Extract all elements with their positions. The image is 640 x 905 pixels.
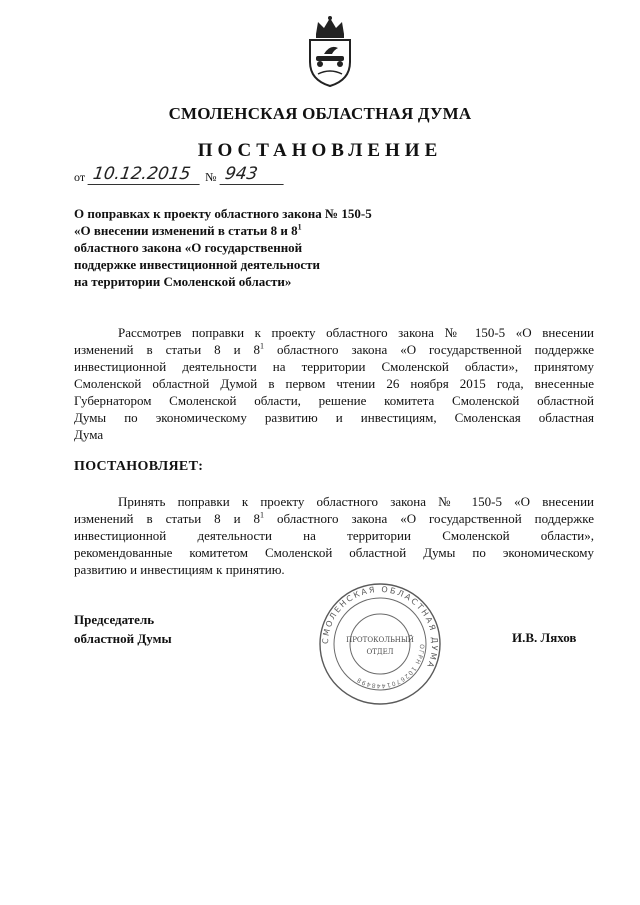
document-title bbox=[74, 205, 394, 290]
paragraph-line: инвестиционной деятельности на территории Смоленской области», bbox=[74, 528, 594, 543]
title-line: О поправках к проекту областного закона № 150-5 bbox=[74, 206, 372, 221]
document-type: ПОСТАНОВЛЕНИЕ bbox=[197, 140, 443, 161]
preamble-paragraph bbox=[74, 324, 594, 443]
title-line: поддержке инвестиционной деятельности bbox=[74, 257, 320, 272]
paragraph-line: Дума bbox=[74, 427, 104, 442]
title-line: областного закона «О государственной bbox=[74, 240, 303, 255]
position-line: Председатель bbox=[74, 612, 155, 627]
signatory-position bbox=[74, 610, 172, 648]
paragraph-line: Рассмотрев поправки к проекту областного закона № 150-5 «О внесении bbox=[118, 325, 594, 340]
position-line: областной Думы bbox=[74, 631, 172, 646]
number-label: № bbox=[205, 170, 217, 184]
paragraph-line: Принять поправки к проекту областного закона № 150-5 «О внесении bbox=[118, 494, 594, 509]
official-stamp-icon bbox=[318, 582, 442, 706]
paragraph-line: изменений в статьи 8 и $8^1$ областного закона «О государственной поддержке bbox=[74, 341, 594, 357]
paragraph-line: развитию и инвестициям к принятию. bbox=[74, 562, 285, 577]
coat-of-arms-icon bbox=[300, 14, 360, 88]
signatory-name: И.В. Ляхов bbox=[512, 630, 577, 645]
paragraph-line: Губернатором Смоленской области, решение комитета Смоленской областной bbox=[74, 393, 594, 408]
superscript: 1 bbox=[297, 222, 302, 232]
paragraph-line: инвестиционной деятельности на территории Смоленской области», принятому bbox=[74, 359, 594, 374]
paragraph-line: Думы по экономическому развитию и инвестициям, Смоленская областная bbox=[74, 410, 594, 425]
paragraph-line: Смоленской областной Думой в первом чтении 26 ноября 2015 года, внесенные bbox=[74, 376, 594, 391]
stamp-ring-text: СМОЛЕНСКАЯ ОБЛАСТНАЯ ДУМА bbox=[320, 584, 440, 671]
title-line: на территории Смоленской области» bbox=[74, 274, 292, 289]
paragraph-line: изменений в статьи 8 и $8^1$ областного закона «О государственной поддержке bbox=[74, 510, 594, 526]
handwritten-number: 943 bbox=[219, 164, 286, 185]
resolution-paragraph bbox=[74, 493, 594, 578]
paragraph-line: рекомендованные комитетом Смоленской областной Думы по экономическому bbox=[74, 545, 594, 560]
organization-name: СМОЛЕНСКАЯ ОБЛАСТНАЯ ДУМА bbox=[168, 104, 472, 123]
from-label: от bbox=[74, 170, 86, 184]
date-number-line bbox=[74, 164, 285, 185]
stamp-ogrn-text: ОГРН 1026701448498 bbox=[355, 643, 426, 690]
title-line: «О внесении изменений в статьи 8 и $8^1$ bbox=[74, 222, 302, 238]
stamp-center-line: ОТДЕЛ bbox=[366, 648, 394, 656]
handwritten-date: 10.12.2015 bbox=[88, 164, 203, 185]
decree-word: ПОСТАНОВЛЯЕТ: bbox=[74, 459, 204, 474]
stamp-center-line: ПРОТОКОЛЬНЫЙ bbox=[346, 636, 414, 644]
